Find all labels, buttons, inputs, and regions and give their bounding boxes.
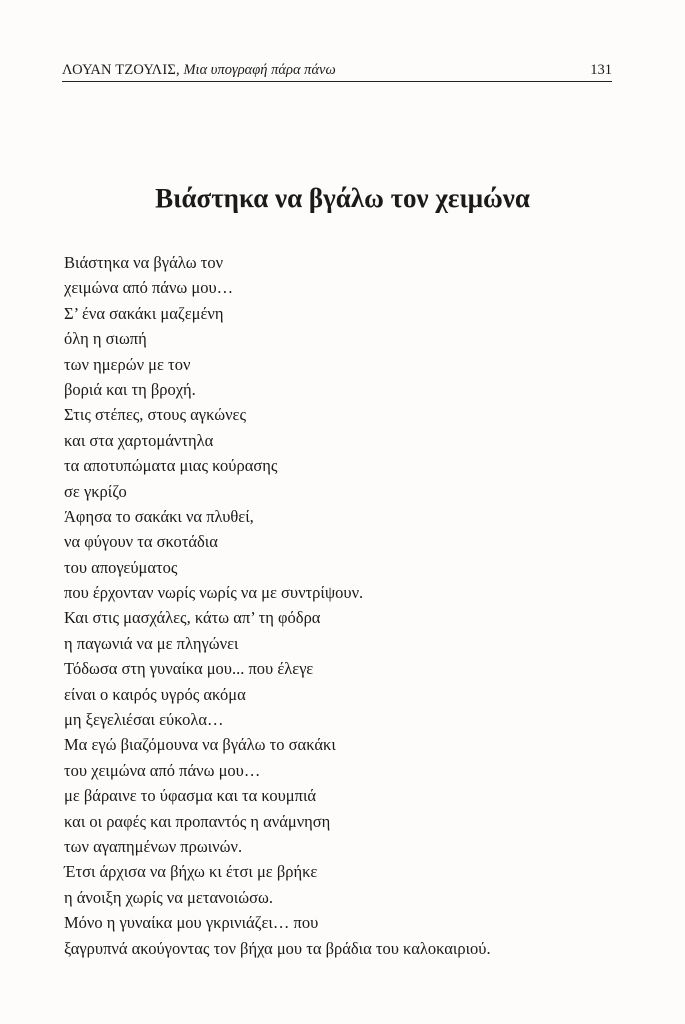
poem-line: του χειμώνα από πάνω μου…	[64, 760, 261, 780]
header-author: ΛΟΥΑΝ ΤΖΟΥΛΙΣ,	[62, 62, 180, 78]
poem-line: που έρχονταν νωρίς νωρίς να με συντρίψουν.	[64, 583, 364, 603]
header-book-title: Μια υπογραφή πάρα πάνω	[183, 62, 336, 78]
poem-title: Βιάστηκα να βγάλω τον χειμώνα	[155, 183, 530, 213]
poem-line: Άφησα το σακάκι να πλυθεί,	[64, 506, 254, 526]
poem-line: και οι ραφές και προπαντός η ανάμνηση	[64, 811, 331, 831]
poem-line: η άνοιξη χωρίς να μετανοιώσω.	[64, 887, 273, 907]
poem-line: μη ξεγελιέσαι εύκολα…	[64, 710, 224, 730]
poem-line: Βιάστηκα να βγάλω τον	[64, 253, 224, 272]
poem-line: σε γκρίζο	[64, 481, 127, 501]
poem-line: ξαγρυπνά ακούγοντας τον βήχα μου τα βράδια του καλοκαιριού.	[64, 938, 491, 958]
poem-line: Στις στέπες, στους αγκώνες	[64, 405, 247, 425]
poem-line: τα αποτυπώματα μιας κούρασης	[64, 456, 278, 476]
running-header	[62, 60, 612, 80]
header-rule	[62, 81, 612, 82]
poem-line: των ημερών με τον	[64, 354, 191, 374]
poem-line: Μα εγώ βιαζόμουνα να βγάλω το σακάκι	[64, 735, 336, 755]
poem-line: Έτσι άρχισα να βήχω κι έτσι με βρήκε	[64, 862, 318, 882]
poem-line: Και στις μασχάλες, κάτω απ’ τη φόδρα	[64, 608, 321, 628]
poem-line: του απογεύματος	[64, 557, 178, 577]
poem-line: χειμώνα από πάνω μου…	[64, 278, 234, 298]
poem-line: Σ’ ένα σακάκι μαζεμένη	[64, 303, 224, 323]
poem-line: των αγαπημένων πρωινών.	[64, 836, 243, 856]
poem-line: Μόνο η γυναίκα μου γκρινιάζει… που	[64, 913, 319, 933]
poem-line: η παγωνιά να με πληγώνει	[64, 633, 239, 653]
poem-line: βοριά και τη βροχή.	[64, 379, 196, 399]
page-number: 131	[590, 62, 612, 78]
poem-line: είναι ο καιρός υγρός ακόμα	[64, 684, 246, 704]
poem-line: και στα χαρτομάντηλα	[64, 430, 214, 450]
poem-body	[64, 250, 664, 961]
poem-line: με βάραινε το ύφασμα και τα κουμπιά	[64, 786, 317, 806]
poem-line: Τόδωσα στη γυναίκα μου... που έλεγε	[64, 659, 314, 679]
poem-line: όλη η σιωπή	[64, 329, 147, 349]
poem-line: να φύγουν τα σκοτάδια	[64, 532, 218, 552]
